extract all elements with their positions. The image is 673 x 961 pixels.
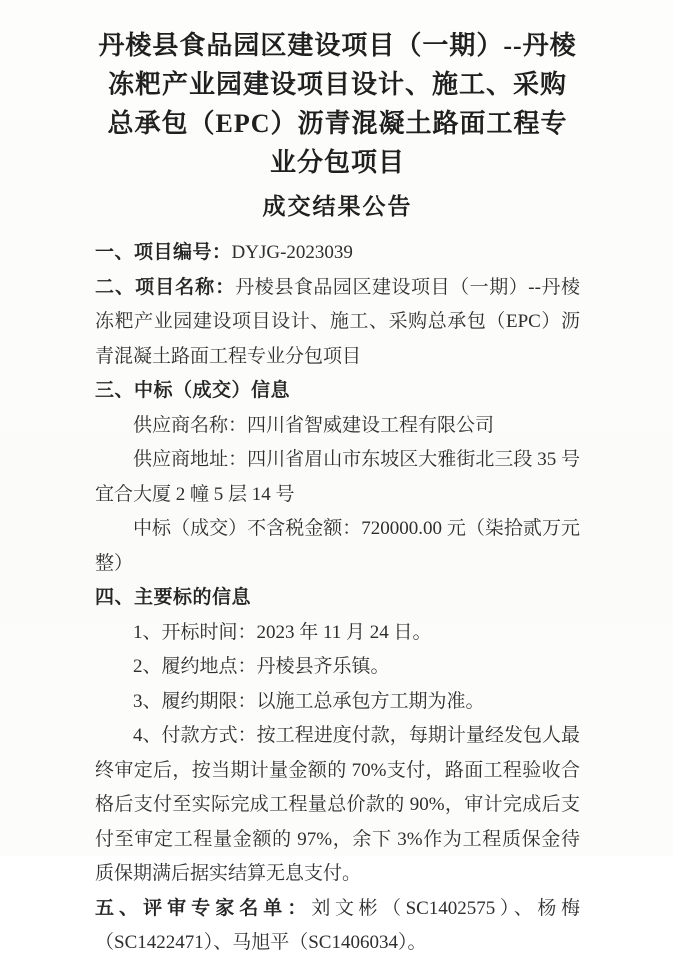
performance-period: 3、履约期限：以施工总承包方工期为准。 xyxy=(133,690,485,712)
project-name-value: 丹棱县食品园区建设项目（一期）--丹棱冻粑产业园建设项目设计、施工、采购总承包（EPC）沥青混凝土路面工程专业分包项目 xyxy=(95,276,580,367)
award-info-heading: 三、中标（成交）信息 xyxy=(95,380,291,401)
payment-terms: 4、付款方式：按工程进度付款，每期计量经发包人最终审定后，按当期计量金额的 70%支付，路面工程验收合格后支付至实际完成工程量总价款的 90%，审计完成后支付至审定工程量金额的 97%，余下 3%作为工程质保金待质保期满后据实结算无息支付。 xyxy=(95,725,580,884)
supplier-name-label: 供应商名称： xyxy=(133,414,248,436)
performance-place: 2、履约地点：丹棱县齐乐镇。 xyxy=(133,656,390,677)
main-info-heading: 四、主要标的信息 xyxy=(95,587,252,608)
bid-opening-time: 1、开标时间：2023 年 11 月 24 日。 xyxy=(133,621,432,643)
document-title: 丹棱县食品园区建设项目（一期）--丹棱冻粑产业园建设项目设计、施工、采购总承包（EPC）沥青混凝土路面工程专业分包项目 xyxy=(98,31,577,177)
project-number-label: 一、项目编号： xyxy=(95,242,232,263)
award-amount-label: 中标（成交）不含税金额： xyxy=(133,518,362,539)
supplier-address-row xyxy=(95,443,580,512)
award-amount-value: 720000.00 元（柒拾贰万元整） xyxy=(95,518,580,574)
supplier-address-value: 四川省眉山市东坡区大雅街北三段 35 号宜合大厦 2 幢 5 层 14 号 xyxy=(95,449,580,505)
main-info-item-4 xyxy=(95,719,580,892)
section-experts xyxy=(95,892,580,961)
experts-label: 五、评审专家名单： xyxy=(95,897,312,919)
supplier-name-value: 四川省智威建设工程有限公司 xyxy=(247,414,495,436)
main-info-item-2 xyxy=(95,650,580,685)
document-body xyxy=(95,236,580,961)
supplier-address-label: 供应商地址： xyxy=(133,449,248,470)
section-project-name xyxy=(95,271,580,375)
experts-value: 刘文彬（SC1402575）、杨梅（SC1422471）、马旭平（SC1406034）。 xyxy=(95,897,580,953)
section-main-info-heading xyxy=(95,581,580,616)
document-subtitle: 成交结果公告 xyxy=(262,194,413,219)
main-info-item-3 xyxy=(95,685,580,720)
main-info-item-1 xyxy=(95,616,580,651)
section-project-number xyxy=(95,236,580,271)
project-number-value: DYJG-2023039 xyxy=(231,242,353,263)
award-amount-row xyxy=(95,512,580,581)
section-award-info-heading xyxy=(95,374,580,409)
project-name-label: 二、项目名称： xyxy=(95,276,236,298)
supplier-name-row xyxy=(95,409,580,444)
